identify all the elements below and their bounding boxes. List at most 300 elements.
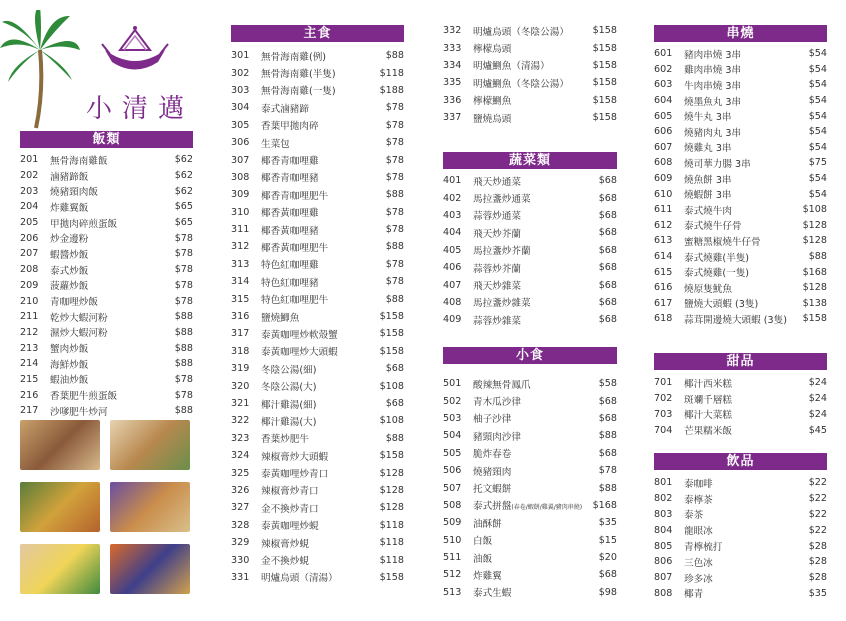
item-price: $24 (808, 377, 827, 389)
item-price: $88 (385, 189, 404, 201)
menu-item (443, 462, 617, 479)
item-name (261, 66, 380, 80)
item-name (684, 234, 803, 248)
item-name-text: 金不換炒青口 (261, 503, 319, 515)
menu-item (231, 256, 404, 273)
section-header: 飯類 (20, 131, 193, 148)
menu-item (443, 172, 617, 189)
item-name-text: 泰黃咖哩炒蜆 (261, 521, 319, 533)
menu-section-rice (20, 131, 193, 419)
item-name (473, 377, 599, 391)
item-name (261, 483, 380, 497)
item-price: $28 (808, 556, 827, 568)
item-name-text: 蜜糖黑椒燒牛仔骨 (684, 236, 761, 248)
menu-item (20, 340, 193, 356)
item-name-text: 椰香青咖哩肥牛 (261, 190, 329, 202)
item-name (684, 312, 803, 326)
item-name-text: 無骨海南雞(一隻) (261, 86, 336, 98)
item-code: 703 (654, 408, 673, 420)
menu-item (443, 445, 617, 462)
item-name (684, 78, 809, 92)
menu-item (443, 514, 617, 531)
item-name (261, 466, 380, 480)
item-code: 313 (231, 258, 250, 270)
item-name-text: 無骨海南雞(例) (261, 51, 327, 63)
item-price: $68 (385, 398, 404, 409)
item-name (684, 62, 809, 76)
item-name (684, 555, 809, 569)
item-code: 618 (654, 313, 673, 325)
menu-item (231, 64, 404, 81)
item-name-text: 鹽燒鯽魚 (261, 312, 300, 324)
item-code: 613 (654, 235, 673, 247)
item-price: $158 (379, 328, 404, 340)
item-code: 321 (231, 398, 250, 409)
item-price: $88 (174, 405, 193, 417)
section-header: 甜品 (654, 353, 827, 370)
menu-section-mains-cont (443, 22, 617, 126)
menu-item (20, 215, 193, 231)
item-name-text: 泰式燒牛肉 (684, 205, 732, 217)
item-name (473, 76, 593, 90)
item-price: $108 (802, 204, 827, 216)
item-price: $28 (808, 572, 827, 584)
menu-item (231, 517, 404, 534)
item-name (261, 101, 386, 115)
item-name-text: 青咖哩炒飯 (50, 297, 98, 309)
item-code: 611 (654, 204, 673, 216)
item-code: 314 (231, 276, 250, 288)
item-price: $108 (379, 380, 404, 392)
item-price: $78 (385, 171, 404, 183)
menu-item (231, 290, 404, 307)
item-name (50, 200, 175, 214)
menu-item (654, 108, 827, 124)
item-name-text: 蒜蓉炒芥蘭 (473, 263, 521, 275)
menu-item (231, 569, 404, 586)
item-price: $54 (808, 48, 827, 60)
item-name-text: 泰檸茶 (684, 494, 713, 506)
item-price: $88 (598, 482, 617, 494)
palm-tree-icon (0, 10, 80, 130)
menu-item (654, 202, 827, 218)
item-name-text: 蟹肉炒飯 (50, 344, 89, 356)
item-price: $128 (802, 282, 827, 294)
item-price: $88 (385, 293, 404, 305)
section-header: 主食 (231, 25, 404, 42)
item-name-text: 飛天炒通菜 (473, 176, 521, 188)
menu-item (231, 82, 404, 99)
item-price: $78 (385, 206, 404, 218)
item-price: $158 (592, 42, 617, 54)
item-code: 603 (654, 79, 673, 91)
item-name-text: 白飯 (473, 536, 493, 548)
item-name-text: 三色冰 (684, 557, 713, 569)
menu-item (443, 109, 617, 126)
item-code: 322 (231, 415, 250, 427)
menu-item (654, 475, 827, 491)
menu-item (20, 325, 193, 341)
item-code: 401 (443, 175, 462, 187)
item-name (473, 41, 593, 55)
item-price: $24 (808, 393, 827, 405)
item-price: $58 (598, 378, 617, 390)
item-price: $68 (598, 175, 617, 187)
item-note: (春卷/蝦餅/雞翼/豬肉串燒) (511, 504, 583, 512)
item-name-text: 椰香黃咖哩雞 (261, 208, 319, 220)
item-name-text: 泰式滷豬蹄 (261, 103, 309, 115)
item-name (261, 501, 380, 515)
item-name-text: 泰黃咖哩炒軟殼蟹 (261, 329, 338, 341)
menu-item (443, 242, 617, 259)
item-code: 802 (654, 493, 673, 505)
item-name (473, 313, 599, 327)
item-name-text: 沙嗲肥牛炒河 (50, 406, 108, 418)
item-code: 405 (443, 244, 462, 256)
item-name (473, 411, 599, 425)
item-name (261, 49, 386, 63)
section-header: 蔬菜類 (443, 152, 617, 169)
menu-item (443, 479, 617, 496)
item-code: 324 (231, 450, 250, 462)
item-name-text: 海鮮炒飯 (50, 359, 89, 371)
menu-item (20, 152, 193, 168)
item-price: $88 (174, 358, 193, 370)
menu-item (654, 507, 827, 523)
item-name (684, 492, 809, 506)
item-name (261, 536, 380, 550)
menu-item (231, 99, 404, 116)
item-code: 316 (231, 311, 250, 323)
item-name-text: 豬頸肉沙律 (473, 431, 521, 443)
item-code: 609 (654, 173, 673, 185)
item-name (473, 243, 599, 257)
menu-item (654, 407, 827, 423)
item-price: $158 (379, 345, 404, 357)
item-price: $168 (592, 499, 617, 511)
menu-item (654, 522, 827, 538)
item-code: 315 (231, 293, 250, 305)
item-price: $68 (598, 569, 617, 581)
item-code: 806 (654, 556, 673, 568)
item-name (261, 553, 380, 567)
item-name (684, 586, 809, 600)
menu-item (654, 249, 827, 265)
menu-item (443, 39, 617, 56)
item-price: $20 (598, 552, 617, 564)
menu-item (654, 538, 827, 554)
brand-name: 小清邁 (86, 94, 195, 124)
item-code: 310 (231, 206, 250, 218)
menu-item (654, 554, 827, 570)
menu-item (20, 246, 193, 262)
item-code: 608 (654, 157, 673, 169)
item-name (473, 481, 599, 495)
menu-item (443, 566, 617, 583)
item-name (261, 240, 386, 254)
item-code: 610 (654, 188, 673, 200)
item-price: $75 (808, 157, 827, 169)
item-code: 616 (654, 282, 673, 294)
item-price: $78 (174, 232, 193, 244)
item-price: $68 (598, 262, 617, 274)
section-header: 小食 (443, 347, 617, 364)
item-name (473, 261, 599, 275)
item-name-text: 酸辣無骨鳳爪 (473, 379, 531, 391)
item-name (261, 275, 386, 289)
menu-item (20, 262, 193, 278)
boat-logo-icon (100, 22, 170, 77)
menu-item (654, 218, 827, 234)
item-name (684, 94, 809, 108)
item-price: $78 (385, 137, 404, 149)
menu-item (654, 491, 827, 507)
menu-item (20, 278, 193, 294)
menu-item (231, 204, 404, 221)
item-price: $62 (174, 170, 193, 182)
item-code: 808 (654, 587, 673, 599)
menu-item (654, 124, 827, 140)
item-name-text: 燒雞丸 3串 (684, 143, 732, 155)
item-code: 318 (231, 345, 250, 357)
menu-item (654, 186, 827, 202)
item-price: $68 (598, 395, 617, 407)
item-code: 403 (443, 209, 462, 221)
item-name (50, 325, 175, 339)
item-price: $54 (808, 188, 827, 200)
item-code: 407 (443, 279, 462, 291)
item-price: $68 (598, 447, 617, 459)
item-price: $78 (385, 276, 404, 288)
item-price: $78 (385, 224, 404, 236)
item-name (473, 394, 599, 408)
item-name (50, 169, 175, 183)
menu-item (654, 77, 827, 93)
item-name (261, 257, 386, 271)
menu-item (654, 264, 827, 280)
item-code: 335 (443, 77, 462, 89)
menu-item (654, 586, 827, 602)
item-price: $88 (174, 326, 193, 338)
item-name-text: 泰式拼盤 (473, 501, 512, 513)
item-name-text: 柚子沙律 (473, 414, 512, 426)
item-name-text: 特色紅咖哩肥牛 (261, 295, 329, 307)
item-name (50, 184, 175, 198)
item-name (473, 498, 593, 512)
menu-item (20, 372, 193, 388)
item-name (473, 551, 599, 565)
food-photo (110, 420, 190, 470)
item-price: $158 (379, 311, 404, 323)
item-code: 309 (231, 189, 250, 201)
item-price: $54 (808, 63, 827, 75)
item-price: $24 (808, 408, 827, 420)
food-photo (20, 544, 100, 594)
item-name (473, 568, 599, 582)
menu-item (231, 534, 404, 551)
item-name (684, 571, 809, 585)
item-name (684, 476, 809, 490)
item-code: 501 (443, 378, 462, 390)
item-price: $128 (379, 484, 404, 496)
item-price: $78 (174, 279, 193, 291)
item-code: 607 (654, 141, 673, 153)
item-name-text: 生菜包 (261, 138, 290, 150)
item-price: $22 (808, 524, 827, 536)
item-price: $78 (174, 295, 193, 307)
menu-item (654, 171, 827, 187)
item-name (684, 203, 803, 217)
item-price: $98 (598, 586, 617, 598)
item-name-text: 菠蘿炒飯 (50, 281, 89, 293)
item-code: 605 (654, 110, 673, 122)
item-name-text: 馬拉盞炒雜菜 (473, 298, 531, 310)
item-name-text: 椰汁雞湯(細) (261, 399, 317, 411)
item-name-text: 馬拉盞炒通菜 (473, 194, 531, 206)
item-name-text: 泰式燒雞(半隻) (684, 252, 750, 264)
menu-item (443, 410, 617, 427)
item-name-text: 檸檬烏頭 (473, 44, 512, 56)
item-name-text: 金不換炒蜆 (261, 556, 309, 568)
section-header: 串燒 (654, 25, 827, 42)
menu-item (231, 464, 404, 481)
item-code: 511 (443, 552, 462, 564)
food-photos (20, 420, 196, 598)
item-code: 801 (654, 477, 673, 489)
item-name-text: 明爐烏頭（冬陰公湯） (473, 26, 569, 38)
item-name-text: 椰青 (684, 589, 704, 601)
item-name-text: 蒜蓉炒通菜 (473, 211, 521, 223)
menu-item (443, 189, 617, 206)
item-price: $128 (379, 502, 404, 514)
item-name (50, 310, 175, 324)
item-price: $158 (592, 77, 617, 89)
item-code: 702 (654, 393, 673, 405)
item-code: 308 (231, 171, 250, 183)
item-name-text: 燒豬頸肉 (473, 466, 512, 478)
item-name-text: 泰式燒雞(一隻) (684, 268, 750, 280)
item-name (473, 429, 599, 443)
item-name (261, 397, 386, 411)
menu-section-snacks (443, 347, 617, 601)
menu-item (443, 427, 617, 444)
item-price: $128 (379, 467, 404, 479)
item-code: 301 (231, 50, 250, 62)
item-code: 601 (654, 48, 673, 60)
item-price: $88 (385, 241, 404, 253)
item-name-text: 椰香青咖哩豬 (261, 173, 319, 185)
item-name-text: 燒魚餅 3串 (684, 174, 732, 186)
item-name (684, 392, 809, 406)
item-price: $158 (379, 450, 404, 462)
menu-item (20, 309, 193, 325)
item-name (261, 379, 380, 393)
item-code: 406 (443, 262, 462, 274)
item-name (684, 125, 809, 139)
item-price: $88 (174, 342, 193, 354)
item-price: $68 (598, 412, 617, 424)
item-name (261, 136, 386, 150)
item-name-text: 椰汁西米糕 (684, 378, 732, 390)
item-name-text: 蝦醬炒飯 (50, 249, 89, 261)
item-code: 205 (20, 217, 39, 229)
item-name (684, 523, 809, 537)
item-price: $158 (592, 112, 617, 124)
menu-item (443, 497, 617, 514)
item-code: 210 (20, 295, 39, 307)
item-name-text: 斑斕千層糕 (684, 394, 732, 406)
item-name-text: 燒司華力腸 3串 (684, 158, 751, 170)
item-name (50, 153, 175, 167)
item-name-text: 泰黃咖哩炒大頭蝦 (261, 347, 338, 359)
food-photo (20, 482, 100, 532)
item-code: 402 (443, 192, 462, 204)
item-name-text: 青檸梳打 (684, 542, 723, 554)
item-price: $108 (379, 415, 404, 427)
item-price: $68 (385, 363, 404, 375)
item-name (684, 187, 809, 201)
item-code: 327 (231, 502, 250, 514)
item-price: $78 (174, 248, 193, 260)
item-price: $118 (379, 537, 404, 549)
item-code: 331 (231, 571, 250, 583)
item-name (50, 216, 175, 230)
item-name (473, 464, 599, 478)
item-name (473, 174, 599, 188)
item-name (684, 140, 809, 154)
item-code: 508 (443, 499, 462, 511)
item-name (684, 281, 803, 295)
item-name (684, 296, 803, 310)
item-code: 602 (654, 63, 673, 75)
item-price: $158 (592, 25, 617, 37)
item-code: 213 (20, 342, 39, 354)
item-code: 216 (20, 389, 39, 401)
item-name-text: 燒牛丸 3串 (684, 112, 732, 124)
menu-item (443, 375, 617, 392)
item-name (261, 170, 386, 184)
item-code: 209 (20, 279, 39, 291)
item-code: 803 (654, 508, 673, 520)
item-name (261, 153, 386, 167)
item-name-text: 豬肉串燒 3串 (684, 49, 742, 61)
menu-item (443, 22, 617, 39)
menu-item (443, 294, 617, 311)
item-name (684, 539, 809, 553)
item-price: $88 (385, 50, 404, 62)
item-name-text: 牛肉串燒 3串 (684, 80, 742, 92)
item-name (261, 327, 380, 341)
item-price: $88 (598, 430, 617, 442)
menu-item (654, 140, 827, 156)
item-name-text: 燒豬頸肉飯 (50, 187, 98, 199)
item-code: 404 (443, 227, 462, 239)
item-code: 408 (443, 296, 462, 308)
item-code: 505 (443, 447, 462, 459)
item-code: 305 (231, 119, 250, 131)
item-name-text: 炸雞翼 (473, 570, 502, 582)
item-price: $78 (385, 154, 404, 166)
item-name-text: 托文蝦餅 (473, 484, 512, 496)
item-price: $62 (174, 185, 193, 197)
menu-item (654, 62, 827, 78)
item-name (261, 205, 386, 219)
item-name-text: 馬拉盞炒芥蘭 (473, 246, 531, 258)
item-name (473, 93, 593, 107)
item-name-text: 特色紅咖哩雞 (261, 260, 319, 272)
item-name-text: 香葉甲拋肉碎 (261, 121, 319, 133)
item-name-text: 芒果糯米飯 (684, 426, 732, 438)
